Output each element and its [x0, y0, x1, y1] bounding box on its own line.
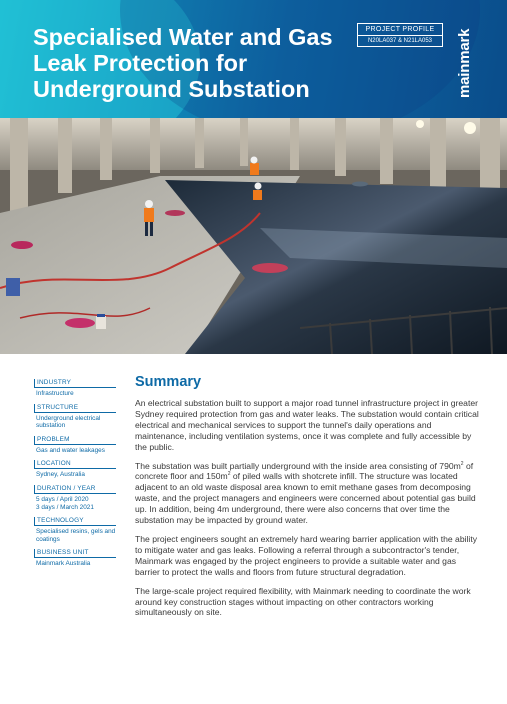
fact-industry — [34, 379, 116, 398]
fact-duration-year — [34, 485, 116, 511]
fact-location — [34, 460, 116, 479]
superscript: 2 — [460, 460, 464, 467]
project-profile-label: PROJECT PROFILE — [358, 24, 442, 36]
summary-paragraph-3: The project engineers sought an extremely hard wearing barrier application with the ability to mitigate water and gas leaks. Following a referral through a subcontractor's tender, Mainmark was engaged by the project engineers to provide a suitable water and gas barrier to protect the walls and floors from future structural degradation. — [135, 533, 478, 577]
superscript: 2 — [227, 471, 231, 478]
fact-business-unit — [34, 549, 116, 568]
fact-value: Specialised resins, gels and coatings — [36, 528, 116, 543]
summary-paragraph-2 — [135, 461, 481, 526]
construction-site-photo-illustration — [0, 118, 507, 354]
paragraph-text: of concrete floor and 150m — [135, 460, 474, 482]
fact-value: Gas and water leakages — [36, 446, 105, 454]
project-facts-sidebar — [34, 379, 116, 574]
paragraph-text: of piled walls with shotcrete infill. The structure was located adjacent to an old waste disposal area known to emit methane gases from decomposing waste, and the project managers and engineers were concerned about potential gas build up. In addition, being 4m underground, there were also concerns that over time the substation may be impacted by ground water. — [135, 471, 476, 526]
fact-technology — [34, 517, 116, 543]
fact-structure — [34, 404, 116, 430]
summary-section — [135, 374, 481, 626]
header-banner — [0, 0, 507, 118]
project-profile-box — [357, 23, 443, 47]
fact-value: Infrastructure — [36, 390, 74, 397]
summary-heading: Summary — [135, 374, 202, 390]
page-title: Specialised Water and Gas Leak Protection for Underground Substation — [33, 24, 333, 102]
fact-label: TECHNOLOGY — [34, 517, 116, 526]
fact-value: Mainmark Australia — [36, 560, 91, 568]
fact-label: PROBLEM — [34, 436, 116, 445]
fact-label: DURATION / YEAR — [34, 485, 116, 494]
construction-site-photo — [0, 118, 507, 354]
fact-label: INDUSTRY — [34, 379, 116, 388]
fact-label: BUSINESS UNIT — [34, 549, 116, 558]
fact-value: Underground electrical substation — [36, 414, 101, 430]
fact-value: Sydney, Australia — [36, 471, 85, 479]
fact-label: STRUCTURE — [34, 404, 116, 413]
paragraph-text: The substation was built partially underground with the inside area consisting of 790m — [135, 460, 461, 471]
mainmark-logo: mainmark — [456, 28, 473, 98]
project-profile-codes: N20LA037 & N21LA053 — [367, 38, 433, 44]
summary-paragraph-4: The large-scale project required flexibility, with Mainmark needing to coordinate the work around key construction stages without impacting on other contractors working simultaneously on site. — [135, 585, 471, 618]
summary-paragraph-1: An electrical substation built to support a major road tunnel infrastructure project in greater Sydney required protection from gas and water leaks. The substation would contain critical electrical and mechanical services to support the tunnel's daily operations and maintenance, including ventilation systems, once it was complete and fully accessible by the public. — [135, 398, 479, 452]
fact-label: LOCATION — [34, 460, 116, 469]
fact-value: 5 days / April 2020 3 days / March 2021 — [36, 495, 94, 511]
fact-problem — [34, 436, 116, 455]
